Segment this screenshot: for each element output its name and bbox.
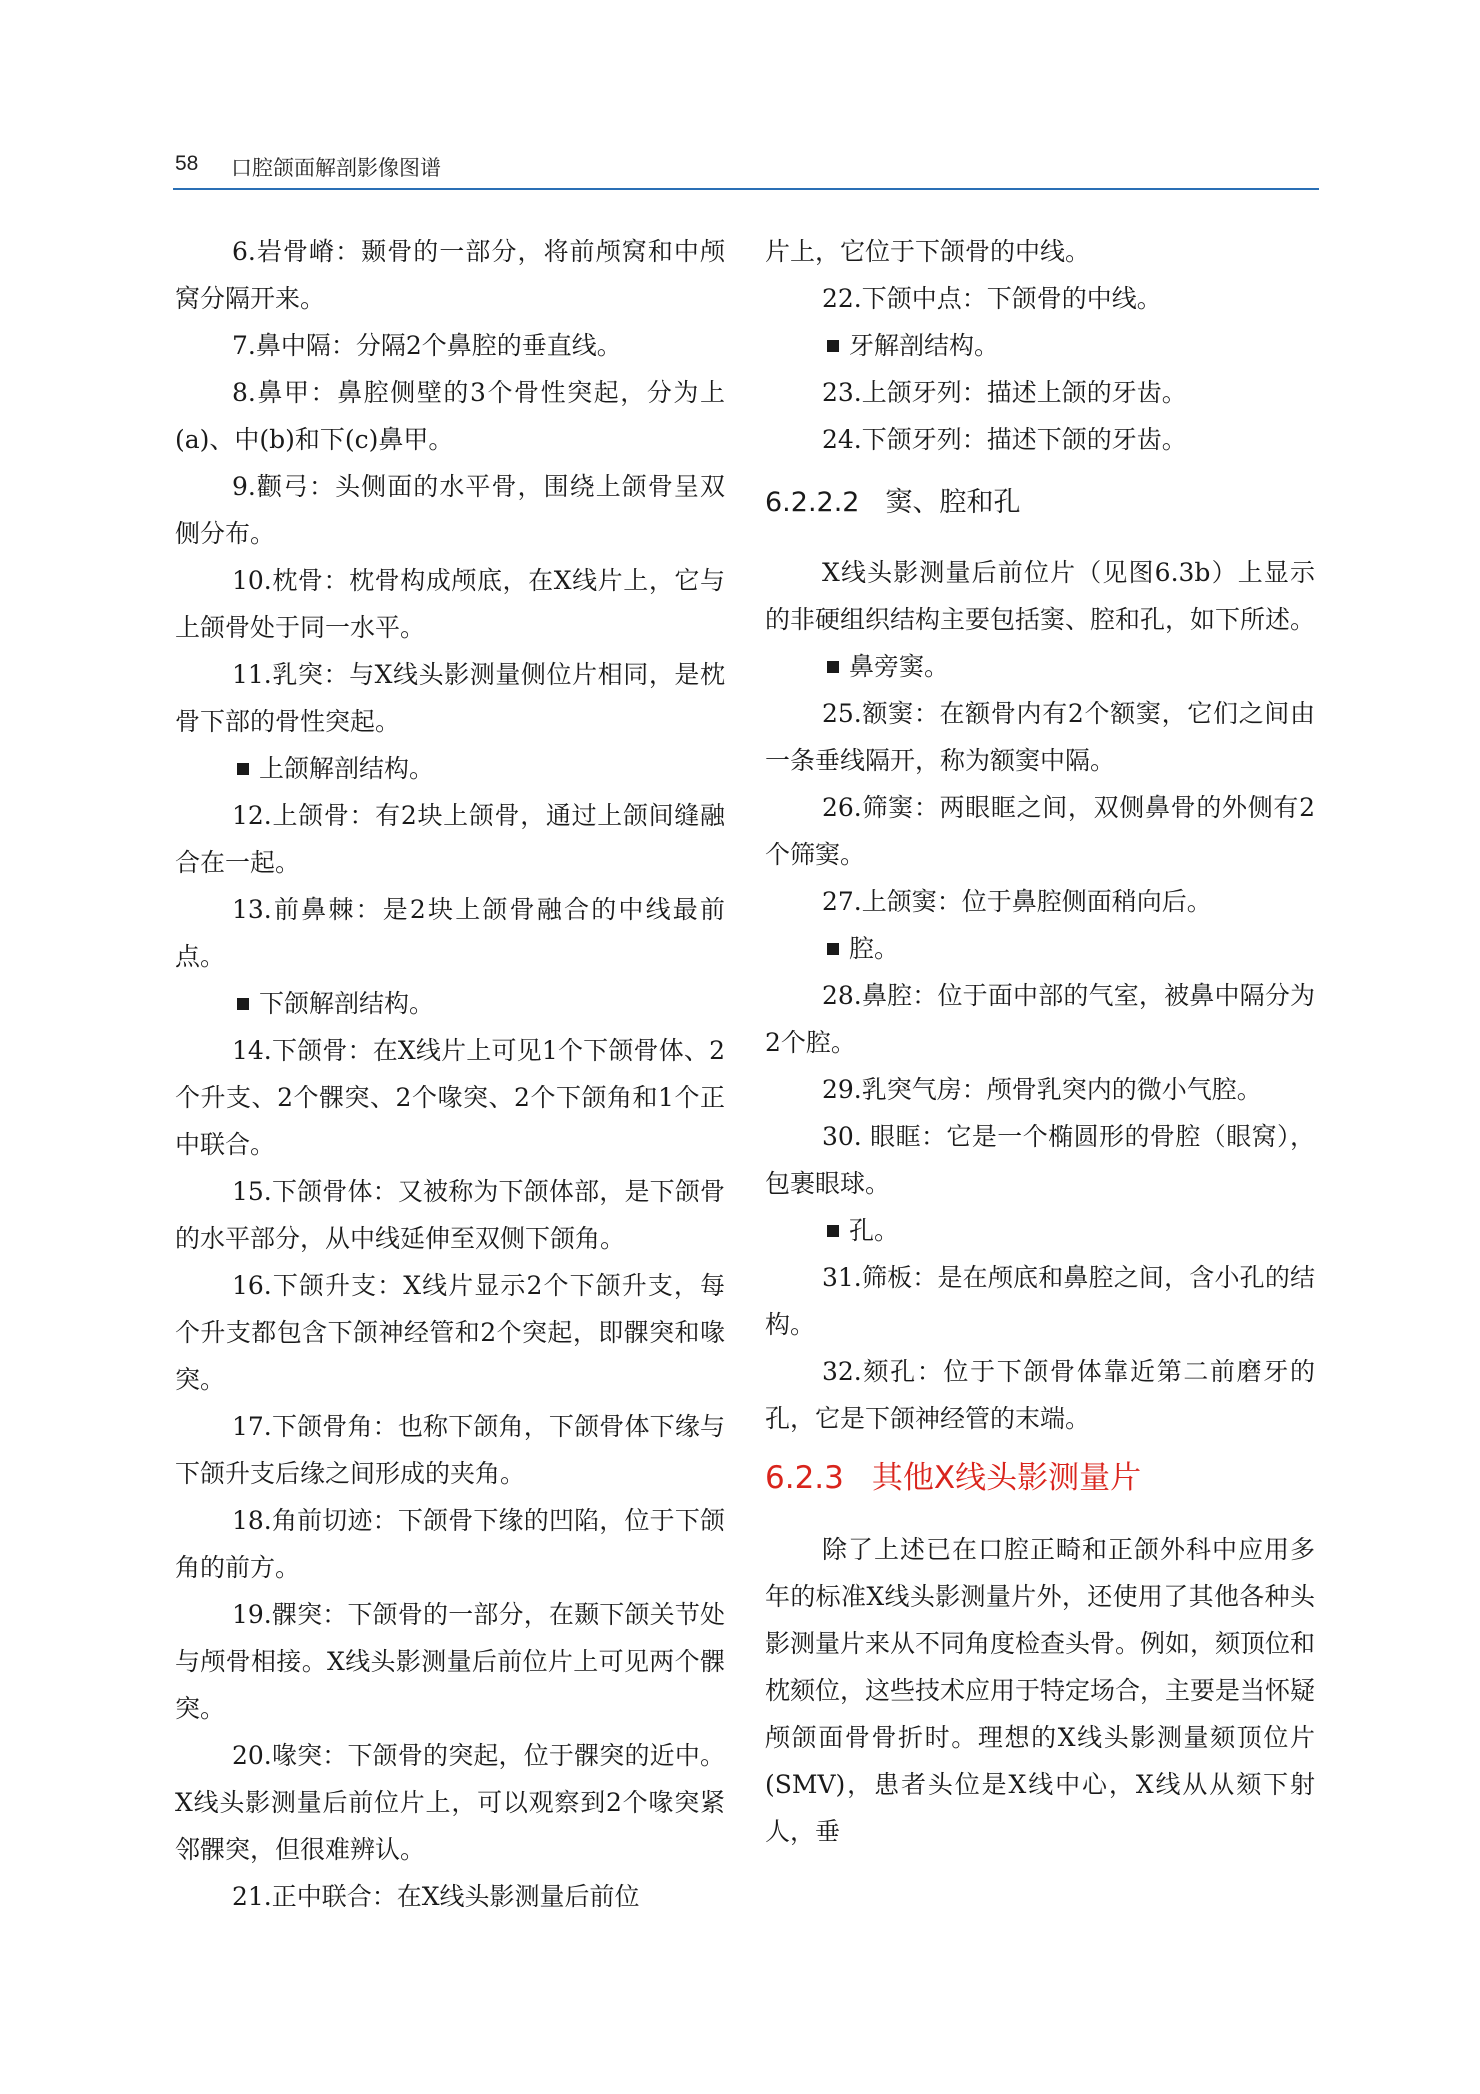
paragraph: 29.乳突气房：颅骨乳突内的微小气腔。: [822, 1075, 1262, 1104]
paragraph: 14.下颌骨：在X线片上可见1个下颌骨体、2个升支、2个髁突、2个喙突、2个下颌角和1个正中联合。: [175, 1036, 725, 1159]
paragraph: 17.下颌骨角：也称下颌角，下颌骨体下缘与下颌升支后缘之间形成的夹角。: [175, 1412, 725, 1488]
heading-number: 6.2.3: [765, 1460, 844, 1496]
paragraph: 28.鼻腔：位于面中部的气室，被鼻中隔分为2个腔。: [765, 981, 1315, 1057]
square-bullet-icon: [237, 998, 249, 1010]
paragraph: 13.前鼻棘：是2块上颌骨融合的中线最前点。: [175, 895, 725, 971]
paragraph: 15.下颌骨体：又被称为下颌体部，是下颌骨的水平部分，从中线延伸至双侧下颌角。: [175, 1177, 725, 1253]
paragraph: 除了上述已在口腔正畸和正颌外科中应用多年的标准X线头影测量片外，还使用了其他各种头影测量片来从不同角度检查头骨。例如，颏顶位和枕颏位，这些技术应用于特定场合，主要是当怀疑颅颌面骨骨折时。理想的X线头影测量颏顶位片(SMV)，患者头位是X线中心，X线从从颏下射人，垂: [765, 1535, 1316, 1846]
heading-text: 其他X线头影测量片: [871, 1460, 1142, 1496]
bullet-text: 牙解剖结构。: [849, 331, 1000, 360]
heading-text: 窦、腔和孔: [885, 487, 1021, 518]
square-bullet-icon: [827, 943, 839, 955]
square-bullet-icon: [827, 661, 839, 673]
square-bullet-icon: [827, 340, 839, 352]
paragraph: 9.颧弓：头侧面的水平骨，围绕上颌骨呈双侧分布。: [175, 472, 725, 548]
paragraph: 12.上颌骨：有2块上颌骨，通过上颌间缝融合在一起。: [175, 801, 725, 877]
paragraph: 6.岩骨嵴：颞骨的一部分，将前颅窝和中颅窝分隔开来。: [175, 237, 725, 313]
bullet-item: [765, 1207, 1315, 1254]
paragraph: 26.筛窦：两眼眶之间，双侧鼻骨的外侧有2个筛窦。: [765, 793, 1315, 869]
paragraph: 25.额窦：在额骨内有2个额窦，它们之间由一条垂线隔开，称为额窦中隔。: [765, 699, 1315, 775]
bullet-item: [175, 980, 725, 1027]
book-title: 口腔颌面解剖影像图谱: [231, 156, 441, 180]
right-column: [765, 228, 1315, 1855]
paragraph: 18.角前切迹：下颌骨下缘的凹陷，位于下颌角的前方。: [175, 1506, 725, 1582]
bullet-item: [765, 925, 1315, 972]
bullet-text: 鼻旁窦。: [849, 652, 950, 681]
header-rule: [173, 188, 1319, 190]
paragraph: 16.下颌升支：X线片显示2个下颌升支，每个升支都包含下颌神经管和2个突起，即髁突和喙突。: [175, 1271, 725, 1394]
paragraph: 7.鼻中隔：分隔2个鼻腔的垂直线。: [232, 331, 622, 360]
paragraph: 20.喙突：下颌骨的突起，位于髁突的近中。X线头影测量后前位片上，可以观察到2个喙突紧邻髁突，但很难辨认。: [175, 1741, 725, 1864]
paragraph: 24.下颌牙列：描述下颌的牙齿。: [822, 425, 1187, 454]
heading-number: 6.2.2.2: [765, 487, 860, 518]
bullet-item: [765, 322, 1315, 369]
subsection-heading: [765, 483, 1315, 523]
paragraph-continuation: 片上，它位于下颌骨的中线。: [765, 237, 1091, 266]
bullet-item: [175, 745, 725, 792]
paragraph: 21.正中联合：在X线头影测量后前位: [232, 1882, 640, 1911]
paragraph: X线头影测量后前位片（见图6.3b）上显示的非硬组织结构主要包括窦、腔和孔，如下所述。: [765, 558, 1316, 634]
bullet-text: 腔。: [849, 934, 900, 963]
bullet-item: [765, 643, 1315, 690]
bullet-text: 孔。: [849, 1216, 900, 1245]
page-number: 58: [175, 152, 199, 175]
paragraph: 23.上颌牙列：描述上颌的牙齿。: [822, 378, 1187, 407]
square-bullet-icon: [827, 1225, 839, 1237]
paragraph: 11.乳突：与X线头影测量侧位片相同，是枕骨下部的骨性突起。: [175, 660, 725, 736]
paragraph: 8.鼻甲：鼻腔侧壁的3个骨性突起，分为上(a)、中(b)和下(c)鼻甲。: [175, 378, 725, 454]
paragraph: 19.髁突：下颌骨的一部分，在颞下颌关节处与颅骨相接。X线头影测量后前位片上可见两个髁突。: [175, 1600, 725, 1723]
bullet-text: 下颌解剖结构。: [259, 989, 435, 1018]
paragraph: 30. 眼眶：它是一个椭圆形的骨腔（眼窝），包裹眼球。: [765, 1122, 1315, 1198]
running-header: [175, 152, 1315, 188]
paragraph: 10.枕骨：枕骨构成颅底，在X线片上，它与上颌骨处于同一水平。: [175, 566, 725, 642]
paragraph: 22.下颌中点：下颌骨的中线。: [822, 284, 1162, 313]
section-heading: [765, 1458, 1315, 1498]
paragraph: 31.筛板：是在颅底和鼻腔之间，含小孔的结构。: [765, 1263, 1315, 1339]
bullet-text: 上颌解剖结构。: [259, 754, 435, 783]
left-column: [175, 228, 725, 1920]
paragraph: 32.颏孔：位于下颌骨体靠近第二前磨牙的孔，它是下颌神经管的末端。: [765, 1357, 1315, 1433]
square-bullet-icon: [237, 763, 249, 775]
paragraph: 27.上颌窦：位于鼻腔侧面稍向后。: [822, 887, 1212, 916]
